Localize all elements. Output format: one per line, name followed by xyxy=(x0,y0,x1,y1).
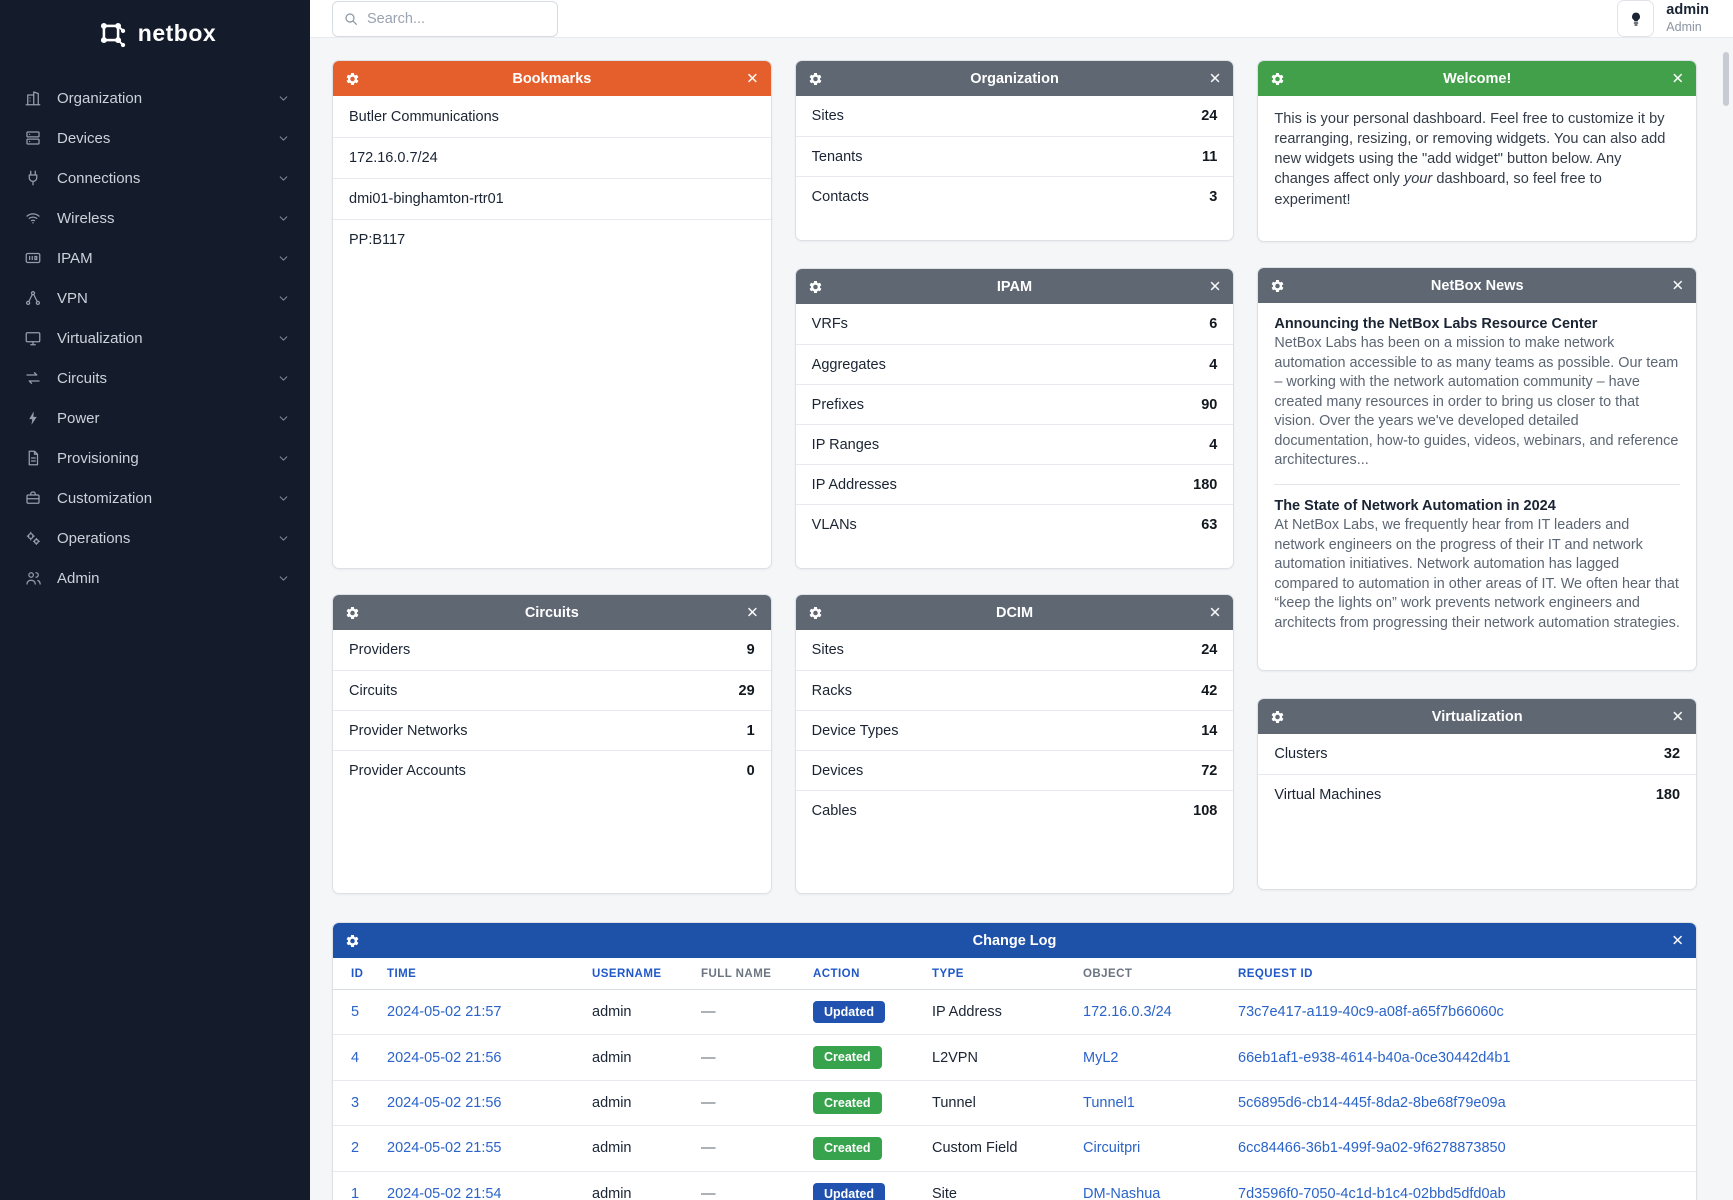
change-username: admin xyxy=(592,1185,632,1200)
stat-row[interactable] xyxy=(333,710,771,750)
table-row xyxy=(333,1035,1696,1080)
stat-value: 3 xyxy=(1209,188,1218,205)
change-object-link[interactable]: 172.16.0.3/24 xyxy=(1083,1004,1172,1021)
stat-label: Racks xyxy=(811,682,852,699)
column-header-type[interactable]: TYPE xyxy=(932,968,964,980)
sidebar xyxy=(0,0,310,1200)
change-full-name: — xyxy=(701,1094,716,1111)
widget-circuits-header[interactable] xyxy=(333,595,771,630)
stat-row[interactable] xyxy=(1258,774,1696,814)
stat-value: 29 xyxy=(738,682,755,699)
stat-label: Virtual Machines xyxy=(1274,786,1382,803)
action-badge: Updated xyxy=(813,1001,885,1023)
stat-row[interactable] xyxy=(333,630,771,670)
virtualization-stats xyxy=(1258,734,1696,814)
column-header-id[interactable]: ID xyxy=(351,968,364,980)
widget-netbox-news xyxy=(1257,267,1697,671)
chevron-down-icon xyxy=(277,452,290,465)
action-badge: Created xyxy=(813,1137,882,1159)
widget-organization xyxy=(795,60,1235,241)
table-row xyxy=(333,1080,1696,1125)
widget-bookmarks xyxy=(332,60,772,569)
gear-icon[interactable] xyxy=(345,605,360,620)
sidebar-item-circuits[interactable] xyxy=(0,358,310,398)
widget-change-log-header[interactable] xyxy=(333,923,1696,958)
stat-row[interactable] xyxy=(333,670,771,710)
user-name: admin xyxy=(1666,2,1709,19)
change-object-link[interactable]: Tunnel1 xyxy=(1083,1094,1135,1111)
widget-bookmarks-header[interactable] xyxy=(333,61,771,96)
stat-label: Prefixes xyxy=(811,396,865,413)
widget-title: NetBox News xyxy=(1430,277,1524,294)
search-box xyxy=(332,1,558,37)
gear-icon[interactable] xyxy=(345,71,360,86)
network-nodes-icon xyxy=(24,289,42,307)
news-item xyxy=(1274,484,1680,646)
stat-value: 90 xyxy=(1201,396,1218,413)
close-icon[interactable]: ✕ xyxy=(1208,278,1222,295)
stat-value: 180 xyxy=(1193,476,1218,493)
welcome-text-before: This is your personal dashboard. Feel free to customize it by rearranging, resizing, or removing widgets. You can also add new widgets using the "add widget" button below. Any changes affect only xyxy=(1274,111,1666,188)
chevron-down-icon xyxy=(277,372,290,385)
widget-welcome-header[interactable] xyxy=(1258,61,1696,96)
transfer-icon xyxy=(24,369,42,387)
sidebar-item-label: Power xyxy=(57,409,100,427)
widget-dcim xyxy=(795,594,1235,894)
widget-organization-header[interactable] xyxy=(796,61,1234,96)
sidebar-item-label: Admin xyxy=(57,569,100,587)
server-icon xyxy=(24,129,42,147)
chevron-down-icon xyxy=(277,332,290,345)
widget-circuits xyxy=(332,594,772,894)
dashboard xyxy=(310,38,1733,1200)
stat-label: Sites xyxy=(811,642,844,658)
sidebar-item-admin[interactable] xyxy=(0,558,310,598)
sidebar-item-label: Customization xyxy=(57,489,153,507)
change-type: Tunnel xyxy=(932,1094,976,1111)
close-icon[interactable]: ✕ xyxy=(1671,70,1685,87)
change-full-name: — xyxy=(701,1140,716,1157)
stat-row[interactable] xyxy=(796,750,1234,790)
sidebar-item-label: Devices xyxy=(57,129,111,147)
plug-icon xyxy=(24,169,42,187)
widget-news-header[interactable] xyxy=(1258,268,1696,303)
close-icon[interactable]: ✕ xyxy=(746,604,759,621)
change-log-table xyxy=(333,958,1696,1200)
close-icon[interactable]: ✕ xyxy=(1671,932,1684,949)
change-object-link[interactable]: Circuitpri xyxy=(1083,1140,1141,1157)
bookmark-item[interactable]: dmi01-binghamton-rtr01 xyxy=(333,178,771,219)
sidebar-item-power[interactable] xyxy=(0,398,310,438)
change-time-link[interactable]: 2024-05-02 21:56 xyxy=(387,1049,502,1066)
stat-label: Aggregates xyxy=(811,356,886,373)
sidebar-item-label: VPN xyxy=(57,289,88,307)
stat-row[interactable] xyxy=(796,344,1234,384)
gear-icon[interactable] xyxy=(808,605,823,620)
welcome-text xyxy=(1258,96,1696,223)
gear-icon[interactable] xyxy=(808,279,823,294)
widget-welcome xyxy=(1257,60,1697,242)
sidebar-item-label: Connections xyxy=(57,169,141,187)
change-id-link[interactable]: 4 xyxy=(351,1049,360,1066)
close-icon[interactable]: ✕ xyxy=(1208,70,1222,87)
change-username: admin xyxy=(592,1094,632,1111)
change-request-id-link[interactable]: 5c6895d6-cb14-445f-8da2-8be68f79e09a xyxy=(1238,1094,1506,1111)
chevron-down-icon xyxy=(277,572,290,585)
stat-label: Circuits xyxy=(349,682,398,699)
widget-title: Organization xyxy=(970,70,1059,87)
change-full-name: — xyxy=(701,1004,716,1021)
main-area xyxy=(310,0,1733,1200)
stat-label: Cables xyxy=(811,802,857,819)
logo-text: netbox xyxy=(137,19,217,46)
stat-row[interactable] xyxy=(796,710,1234,750)
gear-icon[interactable] xyxy=(1270,71,1285,86)
change-time-link[interactable]: 2024-05-02 21:55 xyxy=(387,1140,502,1157)
table-row xyxy=(333,1126,1696,1171)
stat-value: 11 xyxy=(1202,148,1218,165)
stat-row[interactable] xyxy=(796,790,1234,830)
sidebar-item-ipam[interactable] xyxy=(0,238,310,278)
change-username: admin xyxy=(592,1049,632,1066)
stat-label: IP Ranges xyxy=(811,436,880,453)
theme-toggle-button[interactable] xyxy=(1617,0,1654,37)
netbox-logo-icon xyxy=(94,16,128,50)
bookmark-item[interactable]: 172.16.0.7/24 xyxy=(333,137,771,178)
gear-icon[interactable] xyxy=(1270,709,1285,724)
stat-row[interactable] xyxy=(796,424,1234,464)
sidebar-item-label: Virtualization xyxy=(57,329,143,347)
table-row xyxy=(333,990,1696,1035)
table-row xyxy=(333,1171,1696,1200)
topbar-right xyxy=(1617,0,1709,37)
stat-label: IP Addresses xyxy=(811,476,897,493)
change-request-id-link[interactable]: 66eb1af1-e938-4614-b40a-0ce30442d4b1 xyxy=(1238,1049,1511,1066)
bookmark-item[interactable]: PP:B117 xyxy=(333,219,771,260)
monitor-icon xyxy=(24,329,42,347)
widget-title: Bookmarks xyxy=(512,70,592,87)
stat-label: Clusters xyxy=(1274,746,1328,762)
stat-row[interactable] xyxy=(796,384,1234,424)
stat-value: 14 xyxy=(1201,722,1218,739)
change-object-link[interactable]: DM-Nashua xyxy=(1083,1185,1161,1200)
close-icon[interactable]: ✕ xyxy=(1671,277,1685,294)
chevron-down-icon xyxy=(277,252,290,265)
change-request-id-link[interactable]: 7d3596f0-7050-4c1d-b1c4-02bbd5dfd0ab xyxy=(1238,1185,1506,1200)
organization-stats xyxy=(796,96,1234,216)
change-time-link[interactable]: 2024-05-02 21:54 xyxy=(387,1185,502,1200)
close-icon[interactable]: ✕ xyxy=(1208,604,1222,621)
sidebar-item-provisioning[interactable] xyxy=(0,438,310,478)
stat-value: 1 xyxy=(746,722,755,739)
stat-value: 63 xyxy=(1201,516,1218,533)
stat-value: 180 xyxy=(1655,786,1681,803)
stat-label: Provider Accounts xyxy=(349,762,466,779)
sidebar-item-label: Operations xyxy=(57,529,131,547)
stat-row[interactable] xyxy=(796,176,1234,216)
change-id-link[interactable]: 2 xyxy=(351,1140,360,1157)
change-time-link[interactable]: 2024-05-02 21:57 xyxy=(387,1004,502,1021)
news-item xyxy=(1274,316,1680,484)
stat-label: Provider Networks xyxy=(349,722,468,739)
circuits-stats xyxy=(333,630,771,790)
widget-virtualization-header[interactable] xyxy=(1258,699,1696,734)
chevron-down-icon xyxy=(277,292,290,305)
column-header-username[interactable]: USERNAME xyxy=(592,968,662,980)
stat-value: 42 xyxy=(1201,682,1218,699)
toolbox-icon xyxy=(24,489,42,507)
stat-row[interactable] xyxy=(796,96,1234,136)
stat-value: 72 xyxy=(1201,762,1218,779)
widget-ipam xyxy=(795,268,1235,569)
sidebar-item-label: Provisioning xyxy=(57,449,139,467)
gear-icon[interactable] xyxy=(1270,278,1285,293)
change-type: L2VPN xyxy=(932,1049,978,1066)
change-object-link[interactable]: MyL2 xyxy=(1083,1049,1119,1066)
change-id-link[interactable]: 3 xyxy=(351,1094,360,1111)
stat-label: Tenants xyxy=(811,148,863,165)
chevron-down-icon xyxy=(277,412,290,425)
chevron-down-icon xyxy=(277,532,290,545)
sidebar-item-label: Circuits xyxy=(57,369,108,387)
wifi-icon xyxy=(24,209,42,227)
widget-change-log xyxy=(332,922,1697,1200)
change-username: admin xyxy=(592,1004,632,1021)
search-input[interactable] xyxy=(367,11,547,27)
widget-title: Change Log xyxy=(972,932,1057,949)
building-icon xyxy=(24,89,42,107)
stat-label: Sites xyxy=(811,108,844,124)
sidebar-menu xyxy=(0,66,310,598)
stat-label: Contacts xyxy=(811,188,869,205)
widget-ipam-header[interactable] xyxy=(796,269,1234,304)
sidebar-item-operations[interactable] xyxy=(0,518,310,558)
change-type: Site xyxy=(932,1185,957,1200)
change-full-name: — xyxy=(701,1049,716,1066)
stat-label: VLANs xyxy=(811,516,857,533)
sidebar-item-connections[interactable] xyxy=(0,158,310,198)
topbar xyxy=(310,0,1733,38)
bookmarks-list xyxy=(333,96,771,260)
stat-value: 9 xyxy=(746,642,755,658)
table-header-row xyxy=(333,958,1696,990)
widget-title: DCIM xyxy=(995,604,1034,621)
gears-icon xyxy=(24,529,42,547)
stat-row[interactable] xyxy=(796,304,1234,344)
sidebar-item-wireless[interactable] xyxy=(0,198,310,238)
chevron-down-icon xyxy=(277,92,290,105)
stat-row[interactable] xyxy=(796,504,1234,544)
sidebar-item-vpn[interactable] xyxy=(0,278,310,318)
welcome-text-italic: your xyxy=(1403,171,1433,188)
stat-row[interactable] xyxy=(1258,734,1696,774)
change-id-link[interactable]: 5 xyxy=(351,1004,360,1021)
stat-row[interactable] xyxy=(796,630,1234,670)
sidebar-item-label: IPAM xyxy=(57,249,93,267)
action-badge: Updated xyxy=(813,1183,885,1200)
stat-row[interactable] xyxy=(796,464,1234,504)
stat-value: 6 xyxy=(1209,316,1218,332)
chevron-down-icon xyxy=(277,132,290,145)
sidebar-item-devices[interactable] xyxy=(0,118,310,158)
stat-value: 32 xyxy=(1663,746,1681,762)
stat-label: Devices xyxy=(811,762,864,779)
stat-row[interactable] xyxy=(333,750,771,790)
stat-label: VRFs xyxy=(811,316,848,332)
search-icon xyxy=(343,11,359,27)
widget-title: IPAM xyxy=(996,278,1033,295)
change-type: IP Address xyxy=(932,1004,1002,1021)
chevron-down-icon xyxy=(277,172,290,185)
gear-icon[interactable] xyxy=(808,71,823,86)
netbox-logo[interactable] xyxy=(0,0,310,66)
change-request-id-link[interactable]: 6cc84466-36b1-499f-9a02-9f6278873850 xyxy=(1238,1140,1506,1157)
column-header-time[interactable]: TIME xyxy=(387,968,417,980)
change-username: admin xyxy=(592,1140,632,1157)
stat-label: Device Types xyxy=(811,722,899,739)
action-badge: Created xyxy=(813,1092,882,1114)
lightbulb-icon xyxy=(1628,11,1644,27)
news-summary: NetBox Labs has been on a mission to make network automation accessible to as many teams as possible. Our team – working with the network automation community – have created many resources in order to bring us closer to that vision. Over the years we've developed detailed documentation, how-to guides, videos, webinars, and reference architectures... xyxy=(1274,335,1679,469)
stat-value: 24 xyxy=(1201,108,1218,124)
stat-label: Providers xyxy=(349,642,411,658)
users-icon xyxy=(24,569,42,587)
column-header-request-id[interactable]: REQUEST ID xyxy=(1238,968,1313,980)
column-header-action[interactable]: ACTION xyxy=(813,968,860,980)
sidebar-item-virtualization[interactable] xyxy=(0,318,310,358)
stat-value: 24 xyxy=(1201,642,1218,658)
news-headline-link[interactable]: The State of Network Automation in 2024 xyxy=(1274,498,1556,515)
user-menu[interactable] xyxy=(1666,2,1709,34)
news-list xyxy=(1258,303,1696,647)
welcome-text-after: dashboard, so feel free to experiment! xyxy=(1274,171,1602,208)
close-icon[interactable]: ✕ xyxy=(746,70,759,87)
chevron-down-icon xyxy=(277,212,290,225)
widget-dcim-header[interactable] xyxy=(796,595,1234,630)
action-badge: Created xyxy=(813,1046,882,1068)
user-role: Admin xyxy=(1666,19,1702,34)
close-icon[interactable]: ✕ xyxy=(1671,708,1685,725)
column-header-object: OBJECT xyxy=(1083,968,1133,980)
change-time-link[interactable]: 2024-05-02 21:56 xyxy=(387,1094,502,1111)
bookmark-item[interactable]: Butler Communications xyxy=(349,108,499,125)
sidebar-item-customization[interactable] xyxy=(0,478,310,518)
change-full-name: — xyxy=(701,1185,716,1200)
stat-value: 0 xyxy=(746,762,755,779)
bolt-icon xyxy=(24,409,42,427)
stat-value: 108 xyxy=(1193,802,1218,819)
gear-icon[interactable] xyxy=(345,933,360,948)
chevron-down-icon xyxy=(277,492,290,505)
sidebar-item-label: Organization xyxy=(57,89,143,107)
ipam-stats xyxy=(796,304,1234,544)
widget-title: Welcome! xyxy=(1443,70,1512,87)
document-icon xyxy=(24,449,42,467)
change-id-link[interactable]: 1 xyxy=(351,1185,360,1200)
column-header-full-name: FULL NAME xyxy=(701,968,772,980)
stat-value: 4 xyxy=(1209,356,1218,373)
news-summary: At NetBox Labs, we frequently hear from IT leaders and network engineers on the progress of their IT and network automation initiatives. Network automation has lagged compared to automation in other areas of IT. We often hear that “keep the lights on” work prevents network engineers and architects from progressing their network automation strategies. xyxy=(1274,517,1680,631)
sidebar-item-organization[interactable] xyxy=(0,78,310,118)
widget-title: Virtualization xyxy=(1431,708,1523,725)
widget-virtualization xyxy=(1257,698,1697,890)
news-headline-link[interactable]: Announcing the NetBox Labs Resource Center xyxy=(1274,316,1598,332)
widget-title: Circuits xyxy=(524,604,579,621)
stat-value: 4 xyxy=(1209,436,1218,453)
dcim-stats xyxy=(796,630,1234,830)
change-request-id-link[interactable]: 73c7e417-a119-40c9-a08f-a65f7b66060c xyxy=(1238,1004,1504,1021)
ip-card-icon xyxy=(24,249,42,267)
stat-row[interactable] xyxy=(796,136,1234,176)
sidebar-item-label: Wireless xyxy=(57,209,115,227)
stat-row[interactable] xyxy=(796,670,1234,710)
change-type: Custom Field xyxy=(932,1140,1018,1157)
